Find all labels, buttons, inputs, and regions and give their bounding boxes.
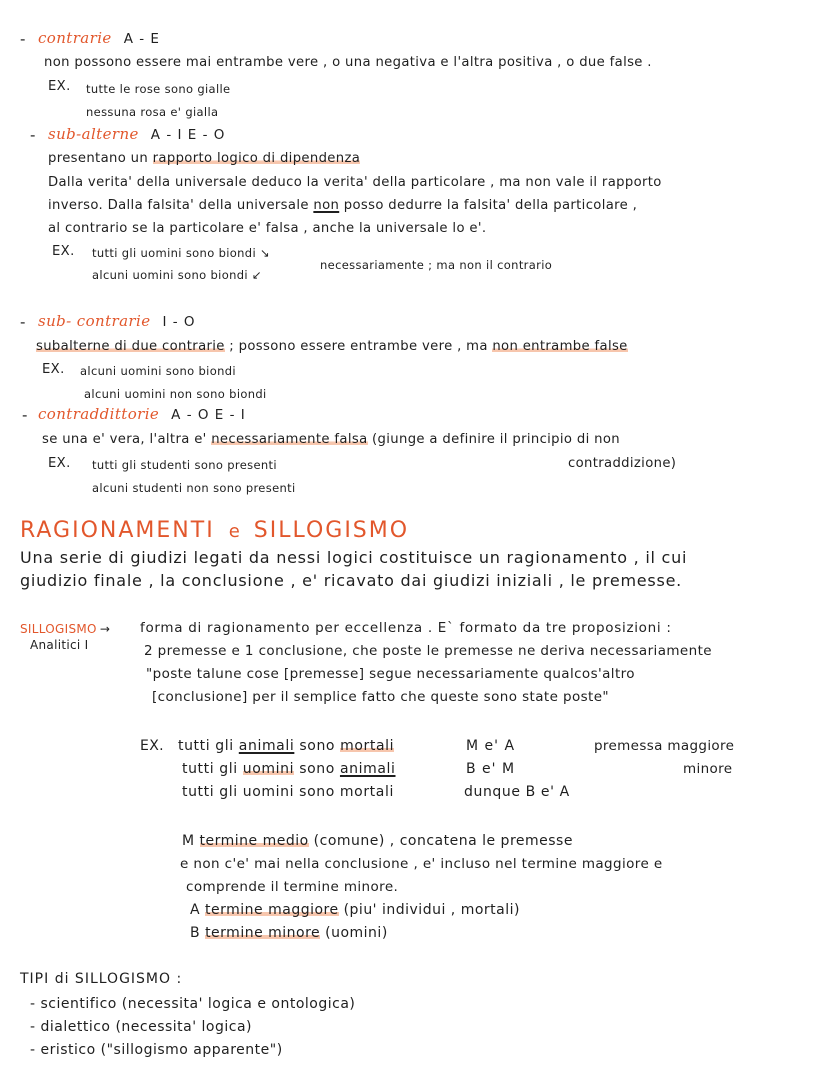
sillogismo-def-4: [conclusione] per il semplice fatto che queste sono state poste" [152,689,610,705]
highlight-termine-maggiore: termine maggiore [205,902,339,918]
subalterne-ex-label: EX. [52,244,75,259]
subcontrarie-example-2: alcuni uomini non sono biondi [84,387,267,401]
medio-line-1 [182,832,573,850]
subalterne-example-1: tutti gli uomini sono biondi ↘ [92,246,270,260]
minore-line [190,924,388,942]
medio-line-2: e non c'e' mai nella conclusione , e' incluso nel termine maggiore e [180,856,663,872]
highlight-non-entrambe-false: non entrambe false [492,339,628,354]
highlight-termine-minore: termine minore [205,925,321,941]
underline-non: non [313,198,340,213]
subcontrarie-codes: I - O [162,314,196,330]
title-e: e [228,521,240,542]
highlight-rapporto-logico: rapporto logico di dipendenza [152,151,361,166]
contrarie-rule: non possono essere mai entrambe vere , o una negativa e l'altra positiva , o due false . [44,55,652,70]
tipi-item: - dialettico (necessita' logica) [30,1019,253,1035]
subalterne-line-4: al contrario se la particolare e' falsa , anche la universale lo e'. [48,221,487,236]
row-2-role: minore [683,761,733,777]
syllogism-row-2 [182,760,396,778]
contraddittorie-line-1-post: (giunge a definire il principio di non [367,432,620,447]
subcontrarie-example-1: alcuni uomini sono biondi [80,364,236,378]
row-1-c: sono [294,738,341,754]
sillogismo-sub-label: Analitici I [30,638,89,652]
subalterne-note: necessariamente ; ma non il contrario [320,258,553,272]
bullet-dash: - [20,30,26,48]
intro-line-1: Una serie di giudizi legati da nessi logici costituisce un ragionamento , il cui [20,548,688,567]
highlight-necessariamente-falsa: necessariamente falsa [211,432,368,447]
subalterne-line-3-pre: inverso. Dalla falsita' della universale [48,198,314,213]
bullet-dash: - [20,313,26,331]
sillogismo-label-line [20,621,110,637]
contraddittorie-ex-label: EX. [48,456,71,471]
contrarie-heading-line [38,29,160,49]
row-1-role: premessa maggiore [594,738,735,754]
contrarie-example-1: tutte le rose sono gialle [86,82,231,96]
medio-letter: M [182,833,200,849]
medio-line-3: comprende il termine minore. [186,879,399,895]
underline-animali: animali [339,761,396,777]
sillogismo-def-3: "poste talune cose [premesse] segue necessariamente qualcos'altro [146,666,635,682]
contrarie-heading: contrarie [38,29,112,47]
subalterne-codes: A - I E - O [150,127,226,143]
row-1-formula: M e' A [466,738,516,754]
bullet-dash: - [22,406,28,424]
contraddittorie-line-1 [42,431,620,449]
subalterne-line-3-post: posso dedurre la falsita' della particolare , [339,198,638,213]
subcontrarie-ex-label: EX. [42,362,65,377]
tipi-heading: TIPI di SILLOGISMO : [20,971,183,987]
section-title [20,517,409,546]
highlight-uomini: uomini [242,761,295,777]
sillogismo-def-2: 2 premesse e 1 conclusione, che poste le premesse ne deriva necessariamente [144,643,712,659]
arrow-right-icon: → [99,622,111,636]
subalterne-line-1 [48,150,360,168]
row-2-formula: B e' M [466,761,516,777]
sillogismo-def-1: forma di ragionamento per eccellenza . E` formato da tre proposizioni : [140,620,672,636]
contrarie-codes: A - E [123,31,160,47]
minore-post: (uomini) [320,925,388,941]
contraddittorie-example-2: alcuni studenti non sono presenti [92,481,296,495]
subalterne-line-1-text: presentano un [48,151,153,166]
maggiore-post: (piu' individui , mortali) [338,902,520,918]
subcontrarie-heading: sub- contrarie [38,312,151,330]
row-1-a: tutti gli [178,738,239,754]
contrarie-example-2: nessuna rosa e' gialla [86,105,219,119]
intro-line-2: giudizio finale , la conclusione , e' ricavato dai giudizi iniziali , le premesse. [20,571,682,590]
subcontrarie-line-1-mid: ; possono essere entrambe vere , ma [224,339,493,354]
subcontrarie-line-1 [36,338,628,356]
row-3-formula: dunque B e' A [464,784,570,800]
subalterne-line-2: Dalla verita' della universale deduco la verita' della particolare , ma non vale il rapporto [48,175,662,190]
subalterne-heading-line [48,125,225,145]
row-2-c: sono [294,761,340,777]
title-sillogismo: SILLOGISMO [253,518,410,543]
row-2-a: tutti gli [182,761,243,777]
tipi-item: - scientifico (necessita' logica e ontologica) [30,996,356,1012]
subalterne-line-3 [48,197,637,215]
contrarie-ex-label: EX. [48,79,71,94]
contraddittorie-heading-line [38,405,246,425]
sillogismo-label: SILLOGISMO [20,622,97,636]
minore-letter: B [190,925,206,941]
contraddittorie-heading: contraddittorie [38,405,160,423]
maggiore-line [190,901,520,919]
maggiore-letter: A [190,902,206,918]
syllogism-row-1 [178,737,394,755]
contraddittorie-line-1-pre: se una e' vera, l'altra e' [42,432,212,447]
highlight-termine-medio: termine medio [199,833,309,849]
syllogism-row-3: tutti gli uomini sono mortali [182,784,394,800]
contraddittorie-codes: A - O E - I [171,407,246,423]
medio-line-1-post: (comune) , concatena le premesse [308,833,573,849]
highlight-mortali: mortali [340,738,395,754]
underline-animali: animali [238,738,295,754]
contraddittorie-line-2-right: contraddizione) [568,456,677,471]
tipi-item: - eristico ("sillogismo apparente") [30,1042,283,1058]
title-ragionamenti: RAGIONAMENTI [20,518,215,543]
subalterne-heading: sub-alterne [48,125,139,143]
subalterne-example-2: alcuni uomini sono biondi ↙ [92,268,262,282]
highlight-subalterne: subalterne di due contrarie [36,339,225,354]
subcontrarie-heading-line [38,312,196,332]
contraddittorie-example-1: tutti gli studenti sono presenti [92,458,277,472]
bullet-dash: - [30,126,36,144]
sillogismo-ex-label: EX. [140,738,164,754]
